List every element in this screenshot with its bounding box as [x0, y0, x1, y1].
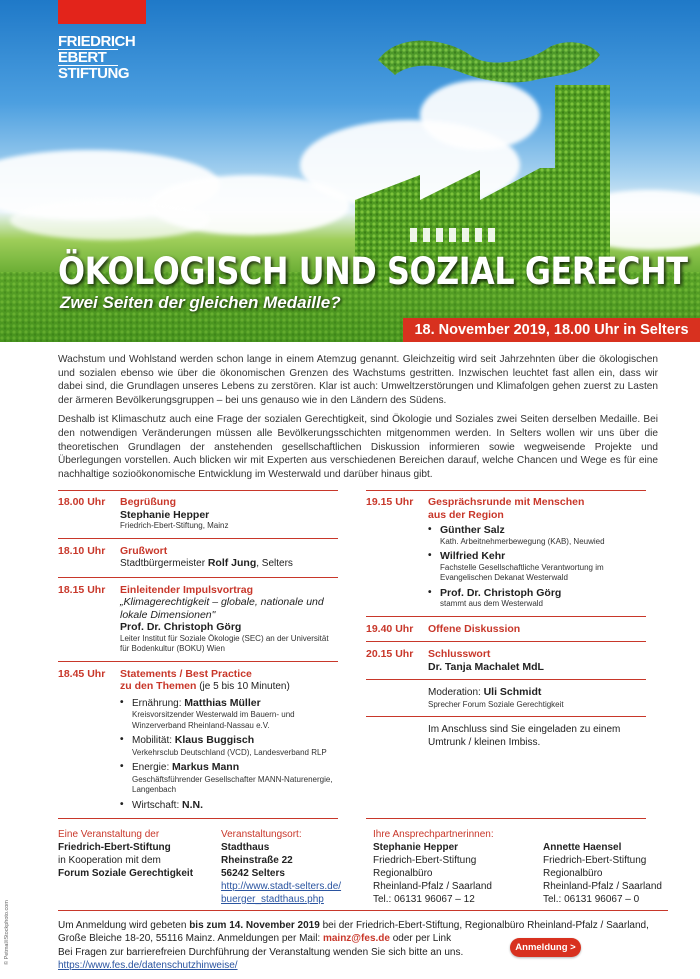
intro-text [58, 353, 658, 487]
speaker-org: Kath. Arbeitnehmerbewegung (KAB), Neuwied [440, 536, 605, 546]
closing-note [366, 723, 646, 755]
venue-info [221, 828, 361, 906]
moderator-org: Sprecher Forum Soziale Gerechtigkeit [428, 699, 564, 709]
host-org: Friedrich-Ebert-Stiftung [58, 842, 171, 853]
moderation-label: Moderation: [428, 687, 484, 698]
speaker-name: Matthias Müller [184, 696, 261, 709]
program-title-2: zu den Themen [120, 680, 197, 692]
program-title: Begrüßung [120, 496, 176, 508]
page-subtitle: Zwei Seiten der gleichen Medaille? [60, 293, 341, 312]
accessibility-note: Bei Fragen zur barrierefreien Durchführung der Veranstaltung wenden Sie sich bitte an uns. [58, 946, 464, 958]
topic-label: Wirtschaft: [132, 799, 183, 811]
event-date-banner: 18. November 2019, 18.00 Uhr in Selters [403, 318, 700, 342]
moderator-name: Uli Schmidt [483, 686, 542, 698]
venue-city: 56242 Selters [221, 868, 285, 879]
coop-label: in Kooperation mit dem [58, 855, 161, 866]
program-title: Einleitender Impulsvortrag [120, 583, 254, 596]
program-title-2: aus der Region [428, 508, 504, 521]
closing-text: Im Anschluss sind Sie eingeladen zu einem Umtrunk / kleinen Imbiss. [428, 724, 621, 748]
contact-1 [373, 841, 533, 906]
program-item [58, 496, 338, 539]
divider [366, 490, 646, 491]
venue-link-2[interactable]: buerger_stadthaus.php [221, 894, 324, 905]
contact-phone: Tel.: 06131 96067 – 0 [543, 894, 640, 905]
program-time: 19.40 Uhr [366, 622, 414, 635]
contact-name: Annette Haensel [543, 842, 622, 853]
program-time: 18.15 Uhr [58, 583, 106, 596]
contact-office: Regionalbüro [373, 868, 433, 879]
program-title: Grußwort [120, 544, 168, 557]
program-time: 18.45 Uhr [58, 667, 106, 680]
speaker-org: Leiter Institut für Soziale Ökologie (SEC) an der Universität für Bodenkultur (BOKU) Wien [120, 633, 329, 653]
logo-line-3: STIFTUNG [58, 65, 129, 82]
host-info [58, 828, 218, 880]
intro-paragraph-2: Deshalb ist Klimaschutz auch eine Frage der sozialen Gerechtigkeit, sind Ökologie und Soziales zwei Seiten derselben Medaille. Bei den notwendigen Veränderungen müssen alle Bevölkerungsschichten mitgenommen werden. In Selters wollen wir uns über die theoretischen Grundlagen der anstehenden gesellschaftlichen Diskussion informieren sowie wegweisende Projekte und Überlegungen vorstellen. Auch blicken wir mit Experten aus verschiedenen Bereichen darauf, welche Chancen und Wege es für eine nachhaltige sozioökonomische Entwicklung im Westerwald und darüber hinaus gibt. [58, 414, 658, 480]
speaker-role: Stadtbürgermeister [120, 558, 208, 569]
program-time: 19.15 Uhr [366, 496, 414, 508]
list-item: • Energie: Markus Mann Geschäftsführender Gesellschafter MANN-Naturenergie, Langenbach [120, 761, 338, 796]
program-right-column [366, 496, 646, 761]
list-item: • Prof. Dr. Christoph Görg stammt aus dem Westerwald [428, 586, 562, 608]
venue-street: Rheinstraße 22 [221, 855, 293, 866]
venue-link[interactable]: http://www.stadt-selters.de/ [221, 881, 342, 892]
registration-text: Um Anmeldung wird gebeten [58, 920, 190, 931]
registration-deadline: bis zum 14. November 2019 [189, 920, 320, 931]
logo-line-2: EBERT [58, 49, 118, 66]
speaker-org: Kreisvorsitzender Westerwald im Bauern- und Winzerverband Rheinland-Nassau e.V. [132, 710, 295, 730]
partner-org: Forum Soziale Gerechtigkeit [58, 868, 194, 879]
speaker-place: , Selters [256, 558, 293, 569]
talk-title: „Klimagerechtigkeit – globale, nationale und lokale Dimensionen" [120, 596, 324, 621]
program-title: Offene Diskussion [428, 622, 521, 635]
speaker-name: Dr. Tanja Machalet MdL [428, 660, 544, 673]
program-item [366, 648, 646, 680]
topic-label: Ernährung: [132, 697, 185, 709]
duration-note: (je 5 bis 10 Minuten) [196, 681, 290, 692]
speaker-org: Verkehrsclub Deutschland (VCD), Landesverband RLP [132, 747, 327, 757]
privacy-link[interactable]: https://www.fes.de/datenschutzhinweise/ [58, 960, 238, 972]
speaker-name: Günther Salz [440, 524, 505, 536]
registration-text-3: oder per Link [389, 933, 452, 945]
topic-label: Energie: [132, 762, 173, 773]
moderation [366, 686, 646, 717]
list-item: • Wirtschaft: N.N. [120, 798, 204, 811]
contact-org: Friedrich-Ebert-Stiftung [373, 855, 477, 866]
speaker-org: Geschäftsführender Gesellschafter MANN-Naturenergie, Langenbach [132, 774, 333, 794]
contact-region: Rheinland-Pfalz / Saarland [543, 881, 662, 892]
contact-office: Regionalbüro [543, 868, 603, 879]
speaker-name: Prof. Dr. Christoph Görg [440, 586, 562, 599]
speaker-name: N.N. [182, 798, 204, 811]
divider [58, 910, 668, 911]
venue-name: Stadthaus [221, 842, 270, 853]
contact-phone: Tel.: 06131 96067 – 12 [373, 894, 475, 905]
speaker-org: Friedrich-Ebert-Stiftung, Mainz [120, 521, 229, 530]
program-item [58, 668, 338, 819]
contact-region: Rheinland-Pfalz / Saarland [373, 881, 492, 892]
contacts-label-block [373, 828, 663, 841]
program-item [366, 496, 646, 617]
program-title: Schlusswort [428, 648, 491, 660]
speaker-name: Klaus Buggisch [174, 734, 255, 746]
logo-line-1: FRIEDRICH [58, 33, 136, 50]
contact-org: Friedrich-Ebert-Stiftung [543, 855, 647, 866]
registration-text-2: bei der Friedrich-Ebert-Stiftung, Regionalbüro Rheinland-Pfalz / Saarland, Große Bleiche 18-20, 55116 Mainz. Anmeldungen per Mail: [58, 920, 649, 945]
program-item [58, 584, 338, 662]
divider [58, 818, 338, 819]
list-item: • Günther Salz Kath. Arbeitnehmerbewegung (KAB), Neuwied [428, 524, 605, 546]
host-label: Eine Veranstaltung der [58, 829, 160, 840]
speaker-name: Rolf Jung [207, 557, 257, 569]
program-item [58, 545, 338, 578]
fes-logo [58, 34, 135, 81]
contacts-label: Ihre Ansprechpartnerinnen: [373, 829, 494, 840]
list-item: • Ernährung: Matthias Müller Kreisvorsitzender Westerwald im Bauern- und Winzerverband Rheinland-Nassau e.V. [120, 697, 338, 732]
speaker-name: Wilfried Kehr [440, 550, 506, 562]
contact-name: Stephanie Hepper [373, 842, 459, 853]
program-time: 20.15 Uhr [366, 648, 414, 660]
intro-paragraph-1: Wachstum und Wohlstand werden schon lange in einem Atemzug genannt. Gleichzeitig wird seit Jahrzehnten über die ökologischen und sozialen ebenso wie über die ökonomischen Grenzen des Wachstums gestritten. Inzwischen leuchtet fast allen ein, dass wir dabei sind, die Grundlagen unseres Lebens zu zerstören. Klar ist auch: Umweltzerstörungen und Klimafolgen gehen zuerst zu Lasten der ärmeren Bevölkerungsgruppen – bei uns genauso wie in den Ländern des Südens. [58, 354, 658, 406]
speaker-name: Stephanie Hepper [120, 508, 210, 521]
speaker-org: stammt aus dem Westerwald [440, 599, 543, 608]
list-item: • Wilfried Kehr Fachstelle Gesellschaftliche Verantwortung im Evangelischen Dekanat Westerwald [428, 550, 646, 584]
register-button[interactable]: Anmeldung > [510, 938, 581, 957]
program-title: Statements / Best Practice [120, 667, 252, 680]
topic-label: Mobilität: [132, 735, 175, 746]
program-time: 18.10 Uhr [58, 544, 106, 557]
speaker-name: Markus Mann [172, 761, 240, 773]
page-title: ÖKOLOGISCH UND SOZIAL GERECHT [58, 250, 688, 293]
divider [58, 490, 338, 491]
hero-image [0, 0, 700, 342]
program-title: Gesprächsrunde mit Menschen [428, 496, 585, 508]
venue-label: Veranstaltungsort: [221, 829, 302, 840]
photo-credit: © Petmal/iStockphoto.com [4, 900, 10, 965]
speaker-org: Fachstelle Gesellschaftliche Verantwortung im Evangelischen Dekanat Westerwald [440, 562, 604, 582]
program-left-column [58, 496, 338, 824]
logo-red-bar [58, 0, 146, 24]
speaker-name: Prof. Dr. Christoph Görg [120, 621, 242, 633]
program-time: 18.00 Uhr [58, 496, 106, 508]
registration-email[interactable]: mainz@fes.de [322, 933, 390, 945]
list-item: • Mobilität: Klaus Buggisch Verkehrsclub Deutschland (VCD), Landesverband RLP [120, 734, 327, 757]
program-item [366, 623, 646, 643]
contact-2 [543, 841, 693, 906]
divider [366, 818, 646, 819]
